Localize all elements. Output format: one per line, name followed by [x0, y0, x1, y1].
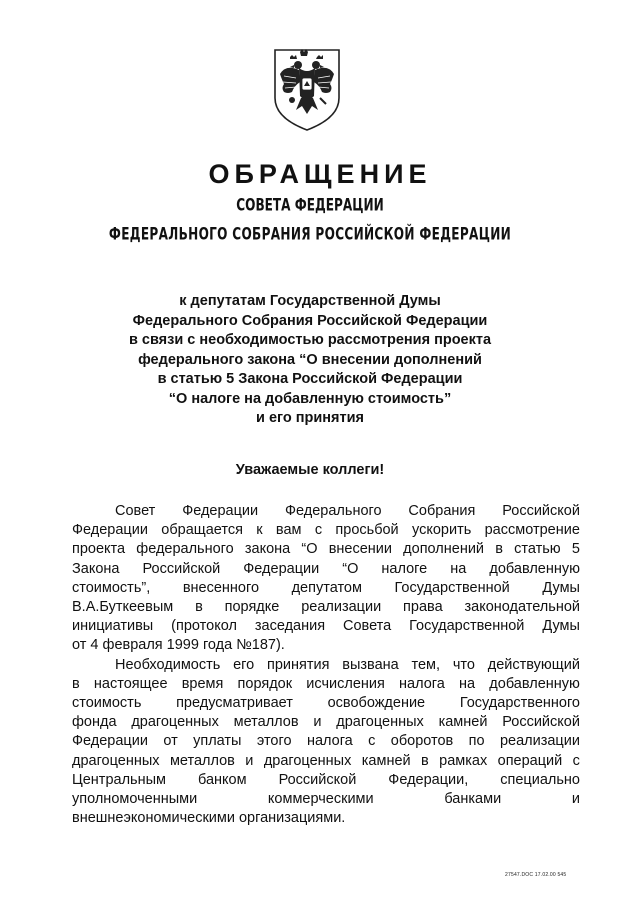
body-word: его — [233, 656, 255, 673]
body-word: специально — [500, 771, 580, 788]
body-line: от 4 февраля 1999 года №187). — [72, 637, 285, 654]
body-paragraph-2 — [72, 656, 580, 829]
body-word: порядок — [237, 675, 293, 692]
body-word: добавленную — [489, 560, 580, 577]
body-word: драгоценных — [336, 714, 424, 731]
body-word: драгоценных — [72, 752, 160, 769]
body-word: (протокол — [171, 618, 237, 635]
address-line: Федерального Собрания Российской Федерации — [132, 312, 488, 329]
body-word: драгоценных — [263, 752, 352, 769]
body-word: оборотов — [390, 733, 454, 750]
body-word: Федерации — [72, 733, 148, 750]
body-line — [72, 540, 580, 559]
body-word: по — [468, 733, 485, 750]
body-word: от — [163, 733, 178, 750]
body-word: закона — [244, 541, 291, 558]
body-word: Необходимость — [115, 656, 221, 673]
body-word: Центральным — [72, 771, 166, 788]
body-word: реализации — [499, 733, 580, 750]
body-word: драгоценных — [131, 714, 219, 731]
body-word: металлов — [169, 752, 235, 769]
body-word: Российской — [502, 714, 580, 731]
body-word: рассмотрение — [484, 522, 580, 539]
body-word: Российской — [502, 503, 580, 519]
body-word: проекта — [72, 541, 126, 558]
document-body — [72, 502, 580, 828]
address-line: к депутатам Государственной Думы — [179, 293, 441, 309]
body-word: Российской — [142, 560, 221, 577]
body-word: принятия — [267, 656, 330, 673]
body-word: и — [571, 791, 580, 808]
body-word: Российской — [278, 771, 357, 788]
body-line — [72, 732, 580, 751]
body-word: внесенного — [182, 579, 260, 596]
body-word: 5 — [571, 541, 580, 558]
body-word: что — [452, 656, 475, 673]
body-word: Государственного — [459, 695, 580, 712]
body-word: налоге — [381, 560, 428, 577]
body-word: в — [72, 675, 80, 692]
body-line — [72, 579, 580, 598]
body-word: вам — [275, 522, 302, 539]
body-line — [72, 617, 580, 636]
body-word: Федерации — [182, 503, 259, 519]
body-word: уплаты — [193, 733, 242, 750]
body-word: предусматривает — [176, 695, 293, 712]
document-subtitle-line2: ФЕДЕРАЛЬНОГО СОБРАНИЯ РОССИЙСКОЙ ФЕДЕРАЦИИ — [108, 224, 512, 244]
body-word: исчисления — [306, 675, 385, 692]
body-word: законодательной — [464, 599, 580, 616]
body-word: в — [195, 599, 203, 616]
body-word: в — [421, 752, 429, 769]
body-word: настоящее — [93, 675, 168, 692]
body-word: к — [256, 522, 263, 539]
body-word: стоимость — [72, 695, 142, 712]
body-word: инициативы — [72, 618, 154, 635]
body-paragraph-1 — [72, 502, 580, 656]
body-word: этого — [256, 733, 292, 750]
body-word: время — [181, 675, 224, 692]
document-footer-code: 27547.DOC 17.02.00 545 — [505, 872, 567, 878]
body-word: дополнений — [403, 541, 485, 558]
body-word: налога — [399, 675, 445, 692]
body-word: Думы — [542, 579, 580, 596]
body-word: действующий — [487, 656, 580, 673]
body-word: порядке — [224, 599, 280, 616]
body-word: просьбой — [335, 522, 399, 539]
russian-coat-of-arms-icon — [272, 46, 342, 132]
body-word: Федерации — [72, 522, 148, 539]
body-word: освобождение — [327, 695, 426, 712]
body-word: налога — [306, 733, 353, 750]
body-line — [72, 675, 580, 694]
body-word: внесении — [328, 541, 392, 558]
body-word: “О — [301, 541, 318, 558]
salutation: Уважаемые коллеги! — [235, 462, 385, 478]
body-word: банком — [197, 771, 247, 788]
body-word: коммерческими — [267, 791, 374, 808]
body-word: Совет — [115, 503, 156, 519]
address-block — [80, 292, 540, 429]
body-word: и — [313, 714, 322, 731]
body-word: и — [245, 752, 254, 769]
body-line — [72, 752, 580, 771]
document-title: ОБРАЩЕНИЕ — [208, 159, 432, 189]
body-word: с — [572, 752, 580, 769]
body-word: на — [450, 560, 467, 577]
body-word: В.А.Буткеевым — [72, 599, 174, 616]
body-word: Государственной — [409, 618, 525, 635]
address-line: в статью 5 Закона Российской Федерации — [157, 371, 463, 387]
body-word: Совета — [343, 618, 392, 635]
body-word: Федерации — [243, 560, 320, 577]
body-word: с — [368, 733, 376, 750]
body-word: стоимость”, — [72, 579, 151, 596]
body-line — [72, 560, 580, 579]
address-line: “О налоге на добавленную стоимость” — [168, 390, 452, 407]
body-word: на — [459, 675, 476, 692]
body-line — [72, 790, 580, 809]
body-line: внешнеэкономическими организациями. — [72, 810, 346, 827]
body-line — [72, 521, 580, 540]
body-word: Закона — [72, 560, 120, 577]
body-word: реализации — [301, 599, 382, 616]
body-word: “О — [342, 560, 359, 577]
body-word: федерального — [136, 541, 234, 558]
body-word: права — [403, 599, 443, 616]
body-word: фонда — [72, 714, 117, 731]
body-word: ускорить — [412, 522, 472, 539]
address-line: в связи с необходимостью рассмотрения проекта — [128, 332, 492, 348]
body-word: уполномоченными — [72, 791, 198, 808]
body-word: добавленную — [489, 675, 580, 692]
body-word: Собрания — [408, 503, 476, 519]
body-line — [72, 694, 580, 713]
body-line — [72, 656, 580, 675]
body-word: рамках — [439, 752, 488, 769]
body-word: Думы — [542, 618, 580, 635]
body-word: депутатом — [291, 579, 362, 596]
body-word: Федерального — [285, 503, 382, 519]
body-word: металлов — [233, 714, 299, 731]
body-word: тем, — [411, 656, 441, 673]
body-word: обращается — [161, 522, 243, 539]
address-line: федерального закона “О внесении дополнений — [138, 351, 482, 368]
body-word: Федерации, — [388, 771, 469, 788]
body-word: статью — [514, 541, 561, 558]
body-word: с — [314, 522, 323, 539]
body-line — [72, 502, 580, 521]
body-word: операций — [497, 752, 563, 769]
body-line — [72, 771, 580, 790]
body-word: в — [495, 541, 503, 558]
body-word: камней — [361, 752, 411, 769]
body-word: камней — [438, 714, 488, 731]
body-line — [72, 713, 580, 732]
body-word: заседания — [254, 618, 326, 635]
body-word: вызвана — [342, 656, 399, 673]
body-word: банками — [444, 791, 502, 808]
body-line — [72, 598, 580, 617]
address-line: и его принятия — [256, 410, 364, 426]
body-word: Государственной — [394, 579, 510, 596]
document-subtitle-line1: СОВЕТА ФЕДЕРАЦИИ — [236, 195, 384, 215]
